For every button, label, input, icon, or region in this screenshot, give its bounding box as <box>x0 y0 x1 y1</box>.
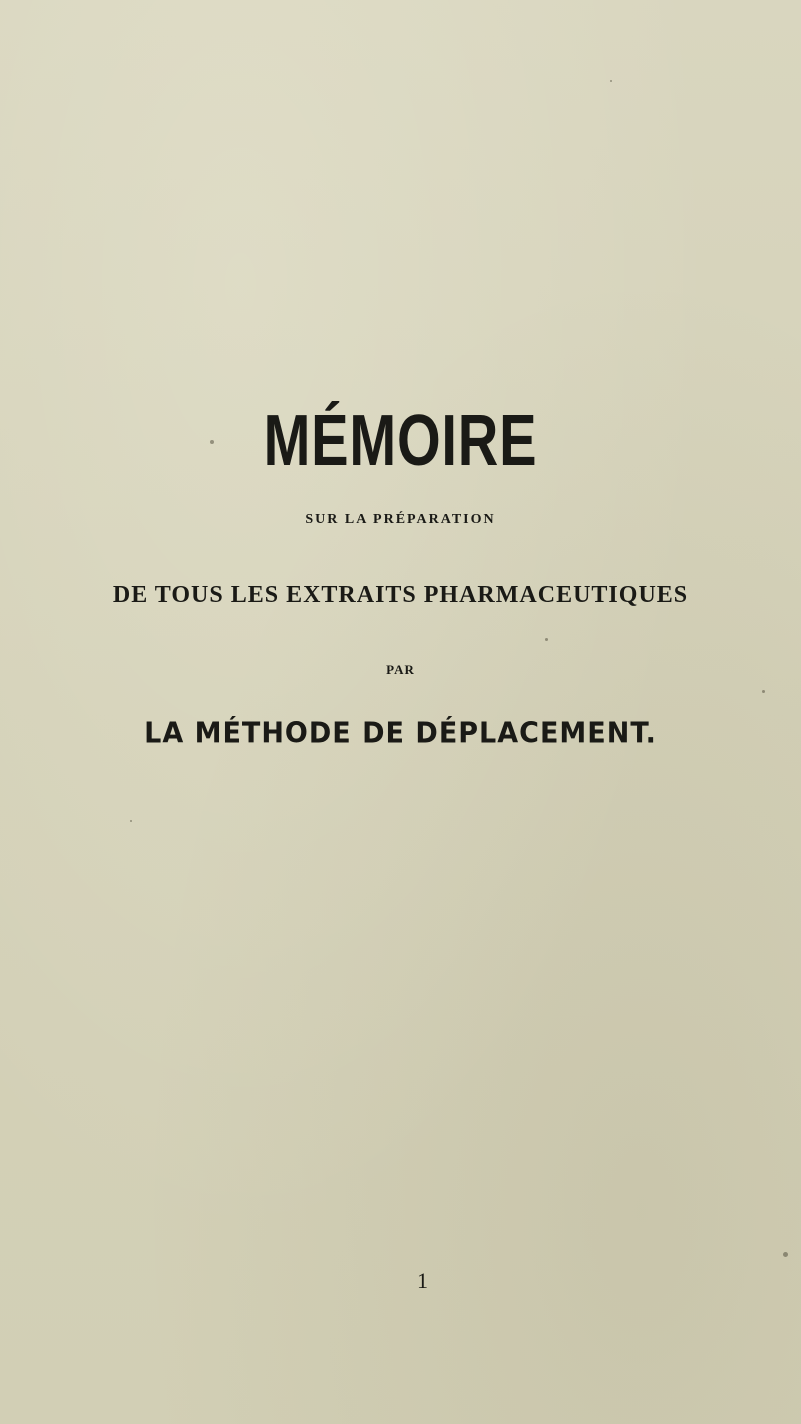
paper-speck <box>210 440 214 444</box>
paper-speck <box>783 1252 788 1257</box>
paper-speck <box>610 80 612 82</box>
subtitle-main: DE TOUS LES EXTRAITS PHARMACEUTIQUES <box>112 582 689 608</box>
page-folio: 1 <box>417 1268 428 1293</box>
subtitle-small: SUR LA PRÉPARATION <box>305 512 496 527</box>
method-title: LA MÉTHODE DE DÉPLACEMENT. <box>144 717 657 750</box>
connector-text: PAR <box>386 662 415 677</box>
paper-speck <box>545 638 548 641</box>
page-title: MÉMOIRE <box>263 401 538 481</box>
paper-speck <box>762 690 765 693</box>
paper-speck <box>130 820 132 822</box>
